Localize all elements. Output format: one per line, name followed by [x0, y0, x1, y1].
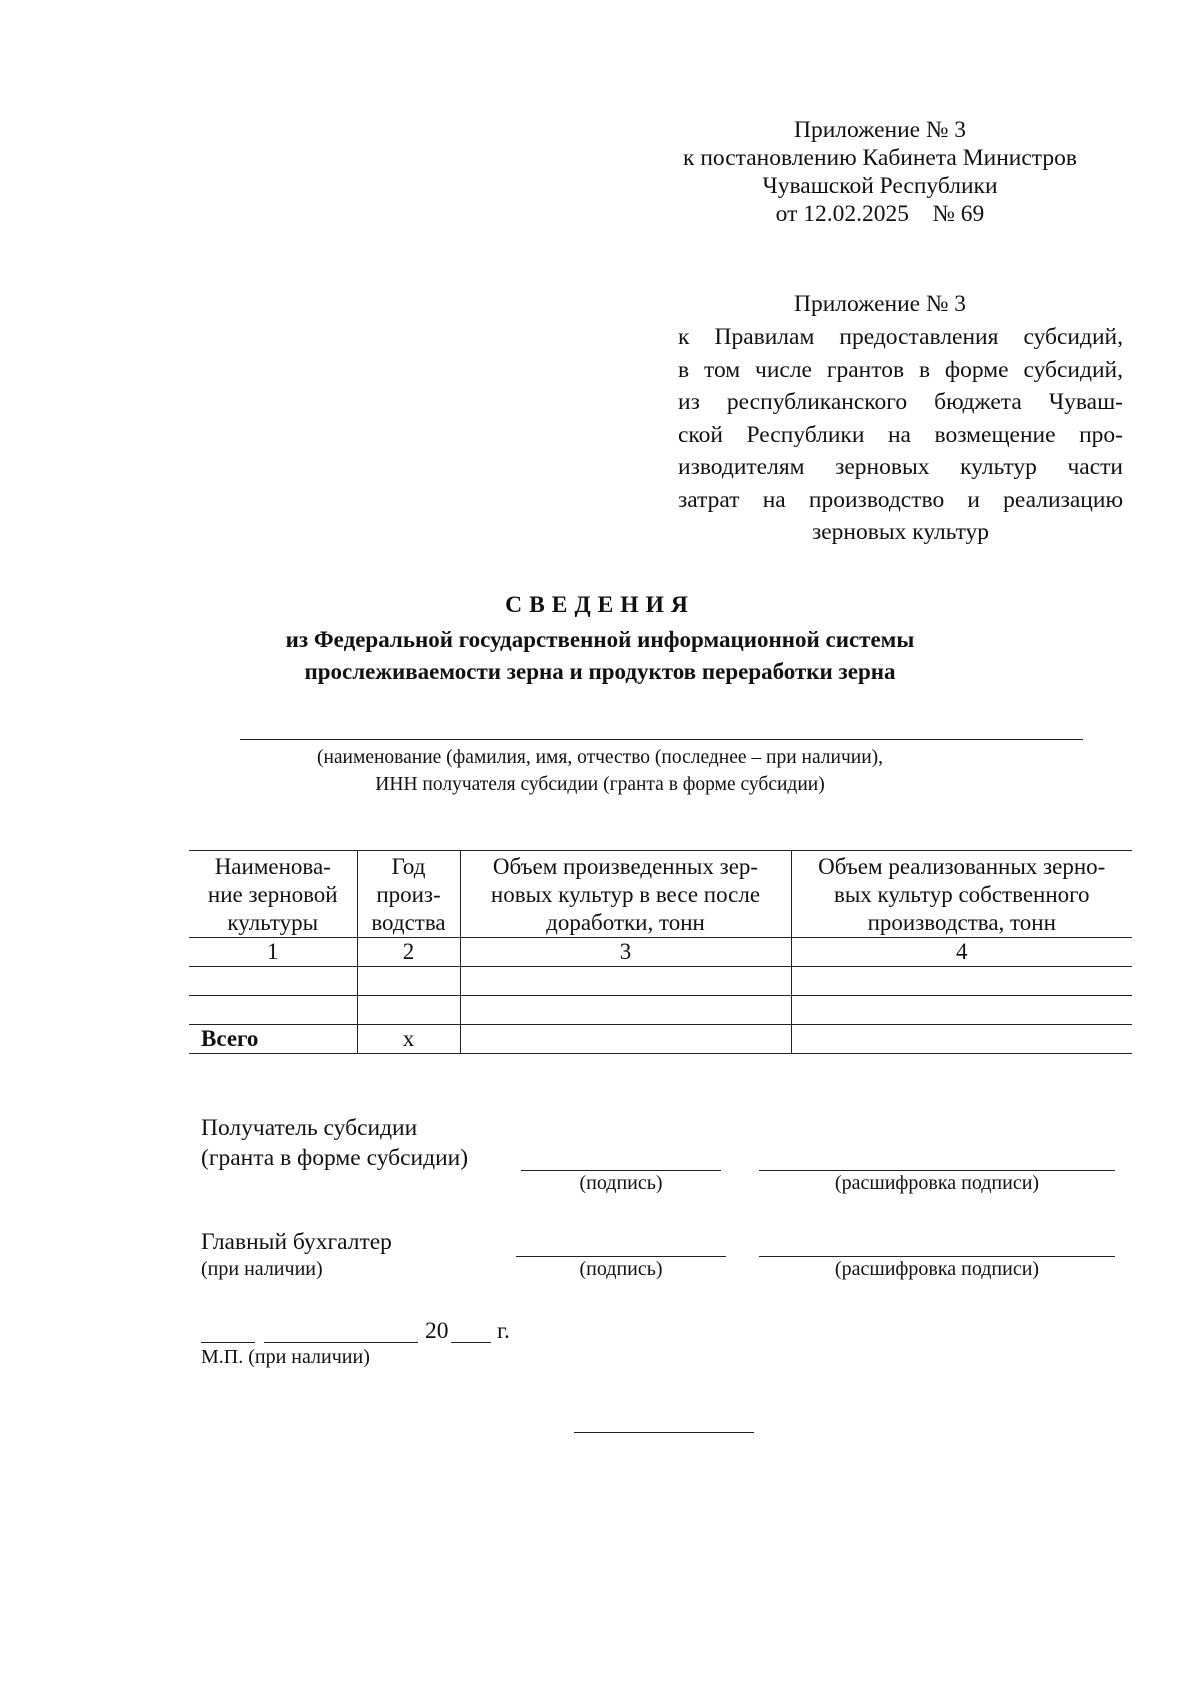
header-production-year [357, 851, 460, 938]
recipient-caption-line: (наименование (фамилия, имя, отчество (последнее – при наличии), [316, 747, 884, 768]
document-subtitle [0, 624, 1200, 688]
table-row [189, 967, 1132, 996]
table-cell [460, 967, 791, 996]
grain-table [189, 850, 1132, 1054]
column-number: 3 [460, 938, 791, 967]
header-text-line: вых культур собственного [833, 882, 1090, 907]
stamp-caption: М.П. (при наличии) [201, 1346, 370, 1368]
total-sold-cell [791, 1025, 1132, 1054]
date-day-line [201, 1342, 255, 1343]
header-text-line: ние зерновой [207, 882, 338, 907]
appendix-rules-line: ской Республики на возмещение про- [678, 421, 1123, 448]
recipient-signature-line [521, 1170, 721, 1171]
appendix-rules-line: изводителям зерновых культур части [678, 454, 1123, 480]
document-title: СВЕДЕНИЯ [505, 592, 695, 618]
recipient-caption [0, 744, 1200, 798]
accountant-if-any: (при наличии) [201, 1258, 323, 1280]
appendix-rules-line: в том числе грантов в форме субсидий, [678, 356, 1123, 383]
recipient-caption-line: ИНН получателя субсидии (гранта в форме субсидии) [375, 774, 825, 795]
header-text-line: культуры [227, 910, 319, 935]
accountant-decoding-caption: (расшифровка подписи) [834, 1258, 1040, 1280]
total-produced-cell [460, 1025, 791, 1054]
appendix-rules-block [678, 321, 1123, 549]
appendix-rules-title: Приложение № 3 [793, 291, 967, 317]
recipient-decoding-caption: (расшифровка подписи) [834, 1172, 1040, 1194]
column-number: 1 [189, 938, 357, 967]
appendix-rules-last-line: зерновых культур [811, 519, 990, 545]
date-month-line [264, 1342, 418, 1343]
appendix-order-line: Приложение № 3 [793, 117, 967, 143]
appendix-order-line: к постановлению Кабинета Министров [683, 145, 1077, 171]
header-text-line: водства [371, 910, 446, 935]
appendix-order-block [640, 116, 1120, 228]
recipient-signature-caption: (подпись) [579, 1172, 663, 1194]
total-label: Всего [189, 1025, 357, 1054]
header-crop-name [189, 851, 357, 938]
header-text-line: Год [391, 854, 426, 879]
header-text-line: Объем реализованных зерно- [818, 854, 1106, 879]
header-text-line: новых культур в весе после [490, 882, 761, 907]
appendix-rules-line: к Правилам предоставления субсидий, [678, 324, 1123, 350]
header-text-line: Наименова- [214, 854, 331, 879]
header-produced-volume [460, 851, 791, 938]
column-number: 2 [357, 938, 460, 967]
accountant-signature-line [516, 1256, 726, 1257]
recipient-label-line: Получатель субсидии [201, 1115, 418, 1141]
header-sold-volume [791, 851, 1132, 938]
table-row [189, 996, 1132, 1025]
appendix-order-date: от 12.02.2025 № 69 [775, 201, 985, 227]
footer-separator [574, 1432, 754, 1433]
date-year-line [451, 1342, 491, 1343]
table-cell [460, 996, 791, 1025]
appendix-rules-line: из республиканского бюджета Чуваш- [678, 389, 1123, 415]
table-cell [189, 967, 357, 996]
accountant-label: Главный бухгалтер [201, 1229, 392, 1255]
table-column-numbers-row [189, 938, 1132, 967]
appendix-rules-line: затрат на производство и реализацию [678, 486, 1123, 513]
document-subtitle-line: прослеживаемости зерна и продуктов переработки зерна [304, 659, 896, 684]
table-cell [791, 967, 1132, 996]
recipient-label-line: (гранта в форме субсидии) [201, 1145, 469, 1171]
recipient-label [201, 1113, 468, 1173]
header-text-line: Объем произведенных зер- [492, 854, 759, 879]
accountant-decoding-line [759, 1256, 1115, 1257]
header-text-line: производства, тонн [867, 910, 1056, 935]
table-header-row [189, 851, 1132, 938]
column-number: 4 [791, 938, 1132, 967]
table-total-row [189, 1025, 1132, 1054]
document-subtitle-line: из Федеральной государственной информационной системы [285, 627, 915, 652]
recipient-decoding-line [759, 1170, 1115, 1171]
date-year-prefix: 20 [425, 1318, 449, 1344]
accountant-signature-caption: (подпись) [579, 1258, 663, 1280]
grain-table-wrap [189, 850, 1132, 1054]
table-cell [189, 996, 357, 1025]
table-cell [357, 996, 460, 1025]
header-text-line: доработки, тонн [546, 910, 705, 935]
table-cell [791, 996, 1132, 1025]
recipient-name-line [240, 739, 1083, 740]
table-cell [357, 967, 460, 996]
header-text-line: произ- [376, 882, 441, 907]
appendix-order-line: Чувашской Республики [762, 173, 998, 199]
total-year-mark: х [357, 1025, 460, 1054]
date-year-suffix: г. [497, 1318, 510, 1344]
